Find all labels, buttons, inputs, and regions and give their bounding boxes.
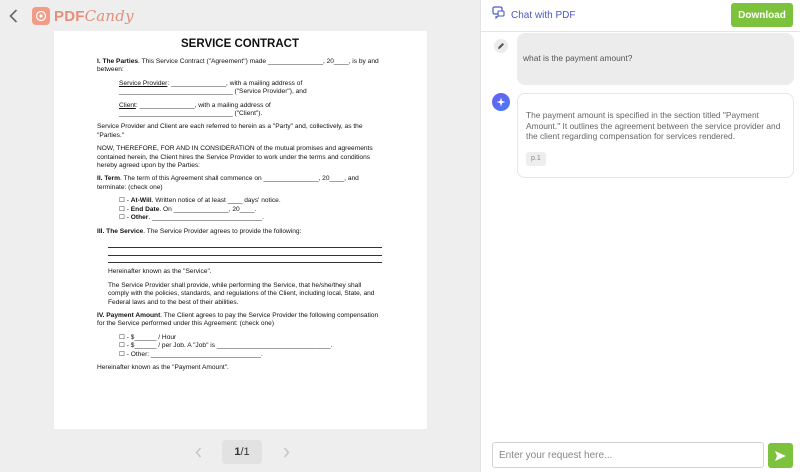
chat-input[interactable] [493, 443, 763, 467]
term-options: ☐ - At-Will. Written notice of at least ____ days' notice. ☐ - End Date. On _______________, 20____. ☐ - Other. ______________________________. [119, 197, 281, 222]
chat-pane [480, 0, 800, 472]
chevron-right-icon [283, 447, 290, 458]
pdf-page [54, 31, 427, 429]
candy-logo-icon [32, 7, 50, 25]
prev-page-button[interactable] [188, 442, 208, 462]
document-title: SERVICE CONTRACT [181, 38, 299, 50]
send-arrow-icon [774, 450, 787, 462]
pencil-icon [497, 42, 505, 50]
chat-input-box[interactable] [492, 442, 764, 468]
page-indicator: 1 /1 [222, 440, 262, 464]
pdfcandy-logo[interactable] [32, 6, 134, 26]
send-button[interactable] [768, 443, 793, 468]
sparkle-icon [496, 97, 506, 107]
chat-header [492, 7, 575, 23]
payment-paragraph: IV. Payment Amount. The Client agrees to pay the Service Provider the following compensation for the Service performed under this Agreement: (check one) [97, 312, 379, 328]
blank-line [108, 248, 382, 256]
consideration-paragraph: NOW, THEREFORE, FOR AND IN CONSIDERATION of the mutual promises and agreements contained herein, the Client hires the Service Provider to work under the terms and conditions hereby agreed upon by the Parties: [97, 145, 373, 170]
chat-pdf-icon [492, 6, 505, 24]
payment-options: ☐ - $______ / Hour ☐ - $______ / per Job. A "Job" is _______________________________. ☐ - Other: ______________________________. [119, 333, 333, 358]
ai-avatar [492, 93, 510, 111]
back-arrow-icon[interactable] [6, 8, 20, 24]
parties-definition: Service Provider and Client are each referred to herein as a "Party" and, collectively, as the "Parties." [97, 123, 363, 139]
next-page-button[interactable] [276, 442, 296, 462]
blank-line [108, 256, 382, 264]
blank-line [108, 241, 382, 249]
chevron-left-icon [195, 447, 202, 458]
ai-message [517, 93, 794, 178]
term-paragraph: II. Term. The term of this Agreement shall commence on _______________, 20____, and terminate: (check one) [97, 175, 359, 191]
user-avatar [494, 39, 508, 53]
page-navigator [188, 440, 296, 464]
download-button[interactable]: Download [731, 3, 793, 27]
ai-message-text: The payment amount is specified in the section titled "Payment Amount." It outlines the agreement between the service provider and the client regarding compensation for services rendered. [526, 110, 781, 142]
service-known-as: Hereinafter known as the "Service". [108, 268, 212, 276]
client-block: Client: _______________, with a mailing address of _______________________________ ("Client"). [119, 101, 271, 118]
header-divider [481, 31, 800, 32]
service-provider-block: Service Provider: _______________, with a mailing address of _______________________________ ("Service Provider"), and [119, 79, 307, 96]
parties-paragraph: I. The Parties. This Service Contract ("Agreement") made _______________, 20____, is by and between: [97, 58, 379, 74]
service-paragraph: III. The Service. The Service Provider agrees to provide the following: [97, 227, 302, 235]
service-compliance: The Service Provider shall provide, while performing the Service, that he/she/they shall comply with the policies, standards, and regulations of the Client, including local, State, and Federal laws and to the best of their abilities. [108, 281, 375, 306]
logo-text: PDFCandy [54, 7, 134, 25]
page-reference-badge[interactable]: p.1 [526, 152, 546, 167]
payment-known-as: Hereinafter known as the "Payment Amount". [97, 364, 229, 372]
user-message: what is the payment amount? [517, 33, 794, 85]
chat-title: Chat with PDF [511, 9, 576, 21]
